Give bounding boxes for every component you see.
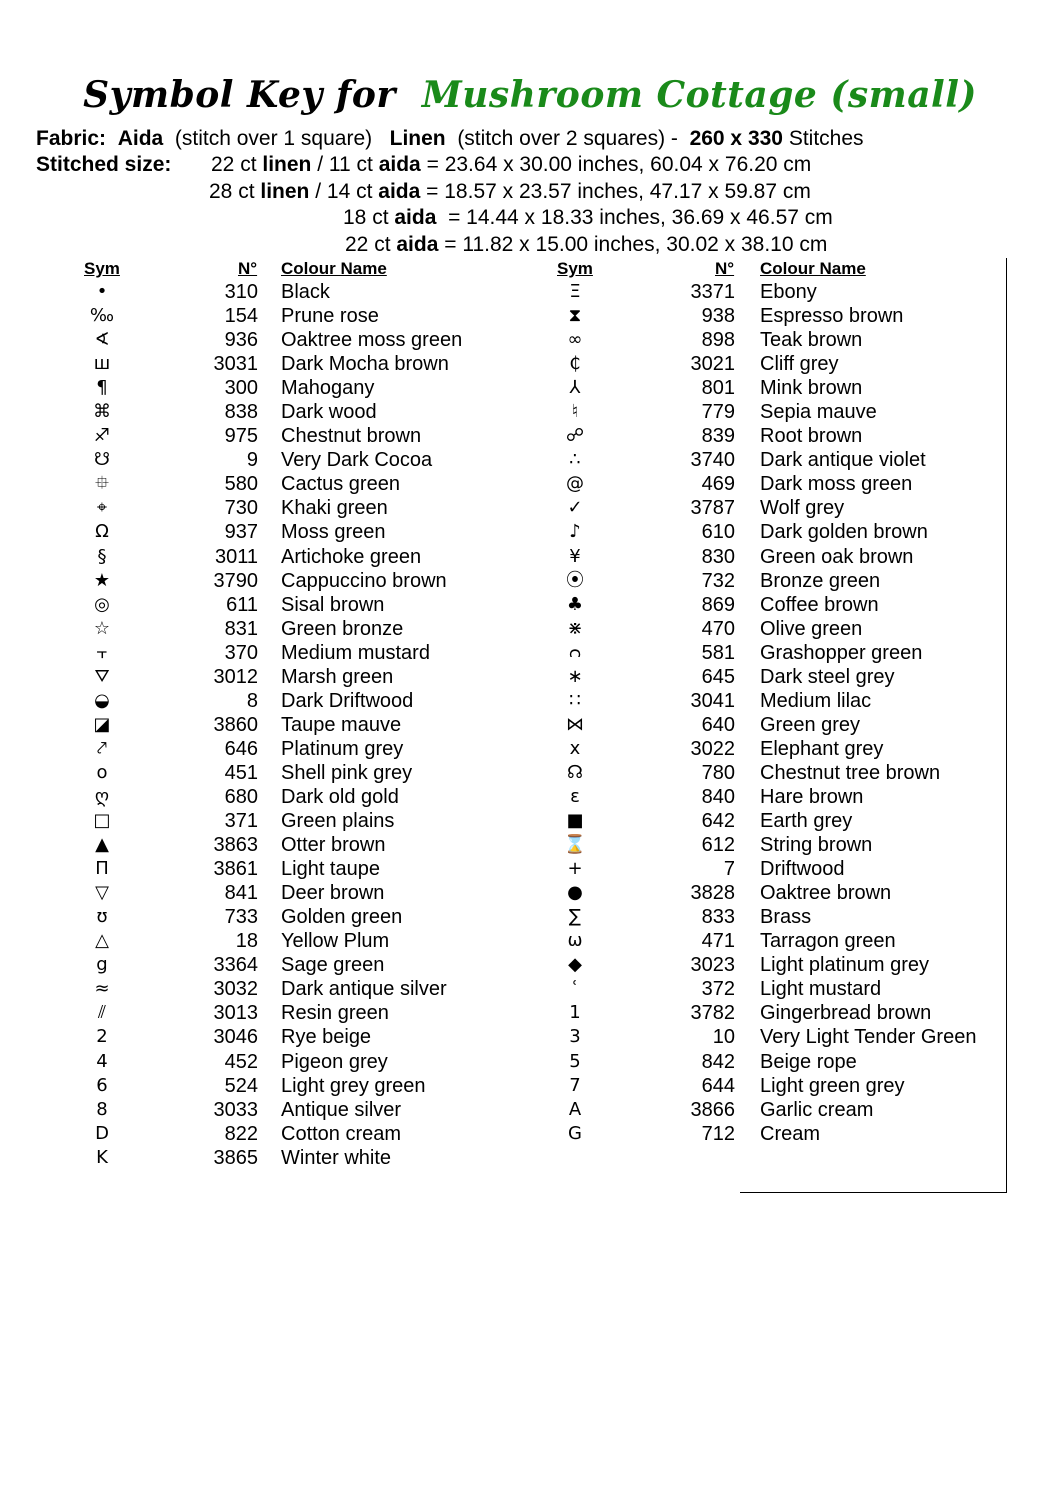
symbol-cell: @ xyxy=(566,473,584,495)
fabric-aida: Aida xyxy=(117,127,164,150)
colour-name-cell: Prune rose xyxy=(281,305,379,328)
size-dims: = 18.57 x 23.57 inches, 47.17 x 59.87 cm xyxy=(426,180,811,203)
colour-name-cell: Root brown xyxy=(760,425,863,448)
symbol-cell: ʊ xyxy=(96,906,108,928)
symbol-cell: ⌛ xyxy=(563,834,587,856)
colour-name-cell: Cotton cream xyxy=(281,1122,402,1145)
symbol-cell: ▲ xyxy=(95,834,109,856)
table-row xyxy=(0,328,1000,352)
number-cell: 611 xyxy=(226,593,258,616)
size-count: 18 ct xyxy=(343,206,389,229)
number-cell: 451 xyxy=(224,761,258,784)
colour-name-cell: Cream xyxy=(760,1122,821,1145)
size-line-2 xyxy=(209,179,811,205)
size-line-4 xyxy=(345,232,827,258)
number-cell: 471 xyxy=(701,930,735,953)
size-dims: = 11.82 x 15.00 inches, 30.02 x 38.10 cm xyxy=(444,233,828,256)
number-cell: 3790 xyxy=(213,569,258,592)
colour-name-cell: Platinum grey xyxy=(281,737,404,760)
table-row xyxy=(0,929,1000,953)
number-cell: 371 xyxy=(224,810,258,833)
colour-name-cell: Mink brown xyxy=(760,377,863,400)
symbol-cell: ⯐ xyxy=(95,473,109,495)
symbol-cell: ☋ xyxy=(94,449,110,471)
table-row xyxy=(0,545,1000,569)
right-symbol-table xyxy=(0,280,1000,1146)
symbol-cell: ∷ xyxy=(569,689,581,711)
symbol-cell: ⫟ xyxy=(96,641,108,663)
number-cell: 18 xyxy=(235,930,258,953)
number-cell: 831 xyxy=(224,617,258,640)
colour-name-cell: Antique silver xyxy=(281,1098,402,1121)
number-cell: 838 xyxy=(224,401,258,424)
colour-name-cell: Coffee brown xyxy=(760,593,879,616)
table-row xyxy=(0,1001,1000,1025)
header-sym: Sym xyxy=(557,259,593,278)
colour-name-cell: Rye beige xyxy=(281,1026,372,1049)
number-cell: 712 xyxy=(701,1122,735,1145)
table-row xyxy=(0,737,1000,761)
colour-name-cell: Medium mustard xyxy=(281,641,430,664)
table-row xyxy=(0,376,1000,400)
size-fabric: linen xyxy=(262,153,312,176)
symbol-cell: ₵ xyxy=(569,353,581,375)
table-row xyxy=(0,569,1000,593)
header-num: N° xyxy=(238,259,258,278)
number-cell: 3740 xyxy=(690,449,735,472)
symbol-cell: ∞ xyxy=(567,329,583,351)
symbol-cell: ш xyxy=(93,353,111,375)
symbol-cell: ʿ xyxy=(572,978,578,1000)
symbol-cell: g xyxy=(96,954,108,976)
table-row xyxy=(0,713,1000,737)
number-cell: 452 xyxy=(224,1050,258,1073)
number-cell: 9 xyxy=(246,449,258,472)
colour-name-cell: Olive green xyxy=(760,617,863,640)
number-cell: 3033 xyxy=(213,1098,258,1121)
number-cell: 3012 xyxy=(213,665,258,688)
table-row xyxy=(0,905,1000,929)
colour-name-cell: Chestnut tree brown xyxy=(760,761,941,784)
symbol-cell: ♮ xyxy=(571,401,579,423)
size-count: 28 ct xyxy=(209,180,255,203)
pattern-name: Mushroom Cottage (small) xyxy=(421,74,977,116)
symbol-cell: K xyxy=(96,1146,108,1168)
colour-name-cell: Wolf grey xyxy=(760,497,845,520)
table-row xyxy=(0,1146,520,1170)
table-row xyxy=(0,881,1000,905)
table-row xyxy=(0,857,1000,881)
colour-name-cell: Green grey xyxy=(760,713,861,736)
number-cell: 154 xyxy=(224,305,258,328)
size-line-1 xyxy=(211,152,811,178)
symbol-cell: 8 xyxy=(96,1098,108,1120)
symbol-cell: 4 xyxy=(96,1050,108,1072)
symbol-cell: ≈ xyxy=(94,978,110,1000)
table-row xyxy=(0,641,1000,665)
symbol-cell: + xyxy=(567,858,583,880)
symbol-cell: □ xyxy=(93,810,111,832)
symbol-cell: 3 xyxy=(569,1026,581,1048)
symbol-cell: ★ xyxy=(93,569,111,591)
colour-name-cell: Tarragon green xyxy=(760,930,896,953)
colour-name-cell: Elephant grey xyxy=(760,737,884,760)
colour-name-cell: Golden green xyxy=(281,906,403,929)
colour-name-cell: Oaktree brown xyxy=(760,882,892,905)
size-line-3 xyxy=(343,205,833,231)
number-cell: 3041 xyxy=(690,689,735,712)
colour-name-cell: Medium lilac xyxy=(760,689,872,712)
symbol-cell: 6 xyxy=(96,1074,108,1096)
symbol-cell: ¥ xyxy=(569,545,581,567)
number-cell: 3011 xyxy=(214,545,258,568)
symbol-cell: ● xyxy=(567,882,583,904)
number-cell: 842 xyxy=(701,1050,735,1073)
symbol-cell: ∑ xyxy=(568,906,582,928)
table-row xyxy=(0,424,1000,448)
symbol-cell: ⦿ xyxy=(566,569,584,591)
stitch-count: 260 x 330 xyxy=(689,127,783,150)
symbol-cell: △ xyxy=(95,930,109,952)
number-cell: 8 xyxy=(246,689,258,712)
number-cell: 732 xyxy=(701,569,735,592)
colour-name-cell: Pigeon grey xyxy=(281,1050,388,1073)
colour-name-cell: Espresso brown xyxy=(760,305,904,328)
number-cell: 644 xyxy=(701,1074,735,1097)
symbol-cell: ♣ xyxy=(566,593,584,615)
number-cell: 470 xyxy=(701,617,735,640)
table-row xyxy=(0,617,1000,641)
table-row xyxy=(0,520,1000,544)
number-cell: 3860 xyxy=(213,713,258,736)
bottom-border-line xyxy=(740,1192,1007,1193)
colour-name-cell: Winter white xyxy=(281,1146,392,1169)
colour-name-cell: Sisal brown xyxy=(281,593,385,616)
colour-name-cell: Bronze green xyxy=(760,569,881,592)
table-row xyxy=(0,280,1000,304)
colour-name-cell: Earth grey xyxy=(760,810,853,833)
symbol-cell: ⋇ xyxy=(567,617,583,639)
symbol-cell: ◒ xyxy=(94,689,110,711)
colour-name-cell: Hare brown xyxy=(760,785,864,808)
size-dims: = 23.64 x 30.00 inches, 60.04 x 76.20 cm xyxy=(426,153,812,176)
fabric-line xyxy=(36,126,864,152)
symbol-cell: Ω xyxy=(95,521,109,543)
number-cell: 3866 xyxy=(690,1098,735,1121)
colour-name-cell: Light platinum grey xyxy=(760,954,929,977)
colour-name-cell: Taupe mauve xyxy=(281,713,402,736)
number-cell: 642 xyxy=(701,810,735,833)
colour-name-cell: Teak brown xyxy=(760,329,863,352)
table-row xyxy=(0,1098,1000,1122)
table-row xyxy=(0,665,1000,689)
symbol-cell: ⛛ xyxy=(94,665,110,687)
number-cell: 975 xyxy=(224,425,258,448)
symbol-cell: ⫽ xyxy=(97,1002,107,1024)
header-name: Colour Name xyxy=(760,259,866,278)
colour-name-cell: Sepia mauve xyxy=(760,401,877,424)
colour-name-cell: Light taupe xyxy=(281,858,380,881)
symbol-cell: ⌖ xyxy=(96,497,108,519)
table-row xyxy=(0,761,1000,785)
symbol-cell: ♐ xyxy=(93,425,111,447)
table-row xyxy=(0,448,1000,472)
title-prefix: Symbol Key for xyxy=(83,74,396,116)
colour-name-cell: Green oak brown xyxy=(760,545,914,568)
colour-name-cell: Deer brown xyxy=(281,882,385,905)
number-cell: 640 xyxy=(701,713,735,736)
right-border-line xyxy=(1006,258,1007,1193)
table-row xyxy=(0,809,1000,833)
number-cell: 3021 xyxy=(690,353,735,376)
colour-name-cell: Mahogany xyxy=(281,377,375,400)
header-sym: Sym xyxy=(84,259,120,278)
number-cell: 3787 xyxy=(690,497,735,520)
colour-name-cell: Gingerbread brown xyxy=(760,1002,932,1025)
page-title xyxy=(0,74,1060,116)
number-cell: 3022 xyxy=(690,737,735,760)
symbol-cell: ✓ xyxy=(567,497,583,519)
number-cell: 3046 xyxy=(213,1026,258,1049)
symbol-cell: Π xyxy=(95,858,109,880)
header-num: N° xyxy=(715,259,735,278)
colour-name-cell: Light grey green xyxy=(281,1074,426,1097)
symbol-cell: ⧗ xyxy=(568,305,582,327)
number-cell: 3364 xyxy=(213,954,258,977)
symbol-cell: ღ xyxy=(94,785,110,807)
number-cell: 610 xyxy=(701,521,735,544)
number-cell: 822 xyxy=(224,1122,258,1145)
symbol-cell: ¶ xyxy=(96,377,108,399)
colour-name-cell: Otter brown xyxy=(281,834,386,857)
colour-name-cell: Yellow Plum xyxy=(281,930,390,953)
number-cell: 580 xyxy=(224,473,258,496)
number-cell: 730 xyxy=(224,497,258,520)
table-row xyxy=(0,1050,1000,1074)
symbol-cell: D xyxy=(95,1122,109,1144)
colour-name-cell: Light green grey xyxy=(760,1074,905,1097)
colour-name-cell: Beige rope xyxy=(760,1050,857,1073)
number-cell: 469 xyxy=(701,473,735,496)
symbol-cell: ε xyxy=(570,785,580,807)
symbol-cell: ■ xyxy=(566,810,584,832)
number-cell: 833 xyxy=(701,906,735,929)
number-cell: 898 xyxy=(701,329,735,352)
size-mid: / 14 ct xyxy=(315,180,373,203)
colour-name-cell: Sage green xyxy=(281,954,385,977)
number-cell: 3828 xyxy=(690,882,735,905)
symbol-cell: 7 xyxy=(569,1074,581,1096)
size-fabric: linen xyxy=(260,180,310,203)
number-cell: 10 xyxy=(712,1026,735,1049)
number-cell: 869 xyxy=(701,593,735,616)
size-count: 22 ct xyxy=(345,233,391,256)
colour-name-cell: Green plains xyxy=(281,810,395,833)
symbol-cell: ∴ xyxy=(569,449,581,471)
symbol-cell: A xyxy=(568,1098,582,1120)
colour-name-cell: Dark golden brown xyxy=(760,521,928,544)
symbol-cell: ⌘ xyxy=(93,401,111,423)
symbol-cell: ◪ xyxy=(93,713,111,735)
number-cell: 841 xyxy=(224,882,258,905)
stitches-word: Stitches xyxy=(788,127,864,150)
size-mid: / 11 ct xyxy=(317,153,373,176)
number-cell: 839 xyxy=(701,425,735,448)
symbol-cell: ⋈ xyxy=(566,713,584,735)
colour-name-cell: Dark wood xyxy=(281,401,377,424)
number-cell: 645 xyxy=(701,665,735,688)
fabric-aida-note: (stitch over 1 square) xyxy=(174,127,373,150)
table-row xyxy=(0,1025,1000,1049)
number-cell: 3782 xyxy=(690,1002,735,1025)
symbol-cell: ⤤ xyxy=(96,737,108,759)
symbol-cell: ⅄ xyxy=(569,377,581,399)
symbol-cell: ▽ xyxy=(95,882,109,904)
symbol-cell: 1 xyxy=(569,1002,581,1024)
colour-name-cell: Light mustard xyxy=(760,978,882,1001)
colour-name-cell: Green bronze xyxy=(281,617,404,640)
table-row xyxy=(0,785,1000,809)
symbol-cell: Ξ xyxy=(569,281,581,302)
fabric-label: Fabric: xyxy=(36,127,107,150)
colour-name-cell: Moss green xyxy=(281,521,386,544)
number-cell: 779 xyxy=(701,401,735,424)
symbol-cell: ☆ xyxy=(93,617,111,639)
table-row xyxy=(0,1122,1000,1146)
number-cell: 3863 xyxy=(213,834,258,857)
size-count: 22 ct xyxy=(211,153,257,176)
symbol-cell: ☊ xyxy=(567,761,583,783)
number-cell: 936 xyxy=(224,329,258,352)
symbol-cell: ‰ xyxy=(89,305,115,327)
number-cell: 840 xyxy=(701,785,735,808)
number-cell: 801 xyxy=(701,377,735,400)
number-cell: 680 xyxy=(224,785,258,808)
symbol-cell: • xyxy=(96,281,108,302)
size-fabric: aida xyxy=(396,233,439,256)
table-row xyxy=(0,496,1000,520)
symbol-cell: ◎ xyxy=(94,593,110,615)
colour-name-cell: Cliff grey xyxy=(760,353,839,376)
symbol-cell: ᴒ xyxy=(568,641,582,663)
number-cell: 3865 xyxy=(213,1146,258,1169)
symbol-cell: 5 xyxy=(569,1050,581,1072)
symbol-cell: 2 xyxy=(96,1026,108,1048)
size-fabric: aida xyxy=(378,153,421,176)
colour-name-cell: Grashopper green xyxy=(760,641,923,664)
colour-name-cell: Khaki green xyxy=(281,497,388,520)
colour-name-cell: Very Dark Cocoa xyxy=(281,449,433,472)
colour-name-cell: Cappuccino brown xyxy=(281,569,447,592)
number-cell: 938 xyxy=(701,305,735,328)
symbol-cell: ∗ xyxy=(567,665,583,687)
number-cell: 310 xyxy=(224,281,258,303)
size-dims: = 14.44 x 18.33 inches, 36.69 x 46.57 cm xyxy=(448,206,833,229)
symbol-cell: § xyxy=(97,545,107,567)
size-fabric: aida xyxy=(378,180,421,203)
table-row xyxy=(0,400,1000,424)
table-row xyxy=(0,833,1000,857)
stitched-size-label: Stitched size: xyxy=(36,153,172,176)
colour-name-cell: String brown xyxy=(760,834,873,857)
colour-name-cell: Chestnut brown xyxy=(281,425,422,448)
number-cell: 524 xyxy=(224,1074,258,1097)
colour-name-cell: Very Light Tender Green xyxy=(760,1026,977,1049)
number-cell: 3032 xyxy=(213,978,258,1001)
number-cell: 780 xyxy=(701,761,735,784)
symbol-cell: o xyxy=(96,761,108,783)
number-cell: 7 xyxy=(723,858,735,881)
colour-name-cell: Cactus green xyxy=(281,473,400,496)
size-fabric: aida xyxy=(394,206,437,229)
colour-name-cell: Dark old gold xyxy=(281,785,399,808)
symbol-cell: ∢ xyxy=(94,329,110,351)
number-cell: 937 xyxy=(224,521,258,544)
colour-name-cell: Oaktree moss green xyxy=(281,329,463,352)
number-cell: 300 xyxy=(224,377,258,400)
symbol-cell: ω xyxy=(567,930,583,952)
table-row xyxy=(0,472,1000,496)
colour-name-cell: Black xyxy=(281,281,330,303)
colour-name-cell: Artichoke green xyxy=(281,545,422,568)
table-row xyxy=(0,352,1000,376)
number-cell: 612 xyxy=(701,834,735,857)
symbol-cell: ☍ xyxy=(565,425,585,447)
number-cell: 646 xyxy=(224,737,258,760)
colour-name-cell: Ebony xyxy=(760,281,817,303)
symbol-cell: ♪ xyxy=(569,521,581,543)
fabric-linen-note: (stitch over 2 squares) - xyxy=(457,127,678,150)
table-row xyxy=(0,689,1000,713)
table-row xyxy=(0,953,1000,977)
symbol-cell: ◆ xyxy=(568,954,582,976)
number-cell: 3023 xyxy=(690,954,735,977)
number-cell: 733 xyxy=(224,906,258,929)
table-row xyxy=(0,977,1000,1001)
colour-name-cell: Marsh green xyxy=(281,665,394,688)
colour-name-cell: Dark antique silver xyxy=(281,978,447,1001)
number-cell: 370 xyxy=(224,641,258,664)
colour-name-cell: Dark antique violet xyxy=(760,449,926,472)
colour-name-cell: Dark moss green xyxy=(760,473,913,496)
colour-name-cell: Dark Mocha brown xyxy=(281,353,449,376)
colour-name-cell: Garlic cream xyxy=(760,1098,874,1121)
number-cell: 581 xyxy=(701,641,735,664)
symbol-cell: x xyxy=(569,737,581,759)
table-row xyxy=(0,1074,1000,1098)
symbol-cell: G xyxy=(568,1122,582,1144)
number-cell: 3371 xyxy=(690,281,735,303)
colour-name-cell: Dark Driftwood xyxy=(281,689,414,712)
colour-name-cell: Resin green xyxy=(281,1002,389,1025)
number-cell: 3013 xyxy=(213,1002,258,1025)
fabric-linen: Linen xyxy=(389,127,446,150)
number-cell: 3031 xyxy=(213,353,258,376)
colour-name-cell: Shell pink grey xyxy=(281,761,413,784)
number-cell: 3861 xyxy=(213,858,258,881)
table-row xyxy=(0,593,1000,617)
number-cell: 372 xyxy=(701,978,735,1001)
colour-name-cell: Brass xyxy=(760,906,812,929)
header-name: Colour Name xyxy=(281,259,387,278)
colour-name-cell: Dark steel grey xyxy=(760,665,895,688)
colour-name-cell: Driftwood xyxy=(760,858,845,881)
table-row xyxy=(0,304,1000,328)
number-cell: 830 xyxy=(701,545,735,568)
